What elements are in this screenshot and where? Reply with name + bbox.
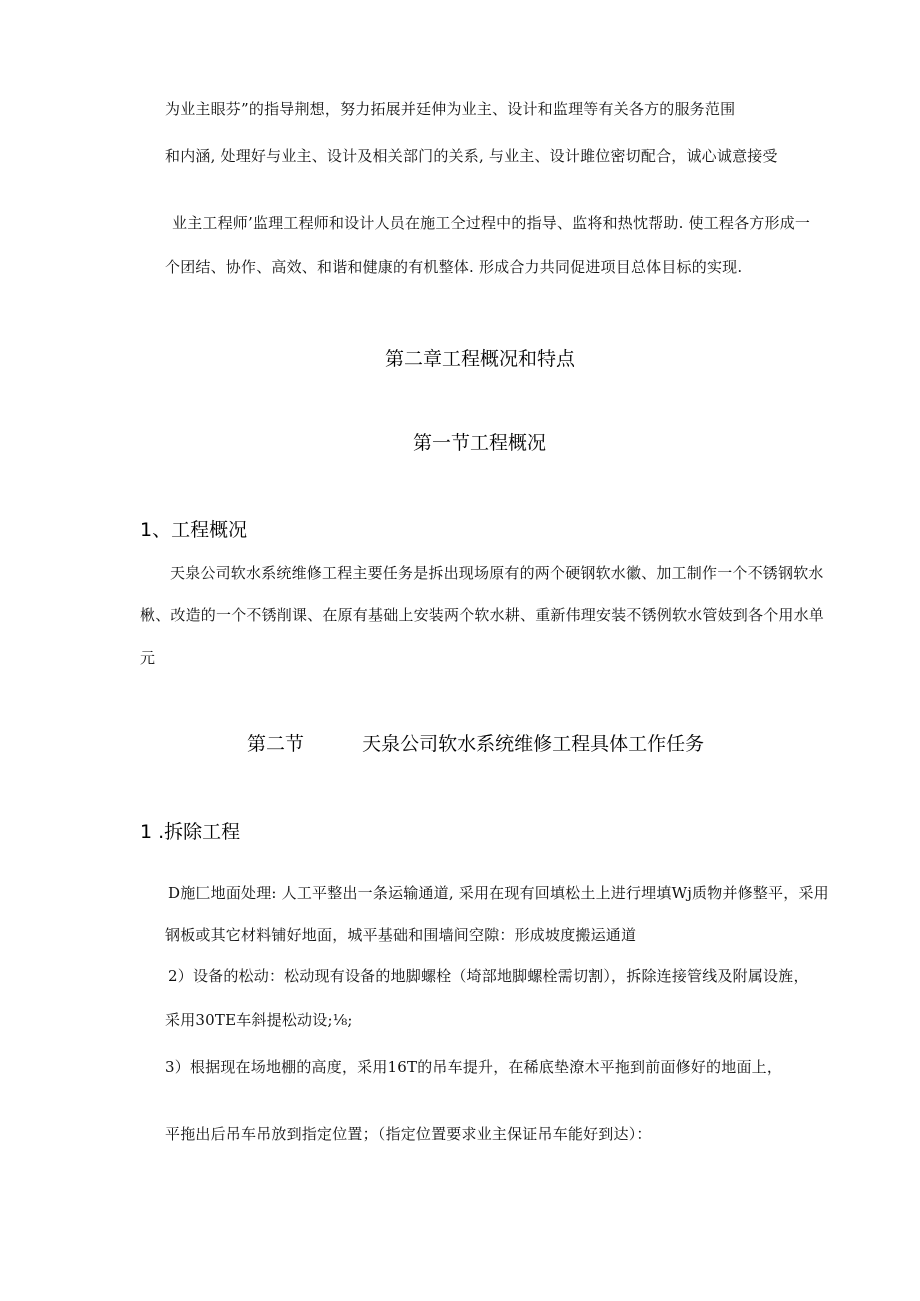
- demolition-heading: 1 .拆除工程: [140, 821, 241, 843]
- demolition-p3-line-2: 平拖出后吊车吊放到指定位置；（指定位置要求业主保证吊车能好到达）：: [165, 1125, 652, 1143]
- intro-line-1: 为业主眼芬”的指导荆想，努力拓展并廷伸为业主、设计和监理等有关各方的服务范围: [165, 100, 736, 118]
- section-2-name: 天泉公司软水系统维修工程具体工作任务: [362, 733, 705, 755]
- demolition-p2-line-2: 采用30TE车斜提松动设;⅛;: [165, 1011, 353, 1029]
- section-1-title: 第一节工程概况: [413, 432, 547, 454]
- item-1-heading: 1、工程概况: [140, 519, 248, 541]
- demolition-p1-line-1: D施匚地面处理: 人工平整出一条运输通道, 采用在现有回填松土上进行埋填Wj质物并修整平，采用: [168, 884, 829, 902]
- demolition-p1-line-2: 钢板或其它材料铺好地面，城平基础和围墙间空隙：形成坡度搬运通道: [165, 926, 637, 944]
- item-1-para-line-1: 天泉公司软水系统维修工程主要任务是拆出现场原有的两个硬钢软水徽、加工制作一个不锈钢软水: [170, 564, 824, 582]
- intro-line-2: 和内涵, 处理好与业主、设计及相关部门的关系, 与业主、设计雎位密切配合，诚心诚意接受: [165, 147, 778, 165]
- demolition-p2-line-1: 2）设备的松动：松动现有设备的地脚螺栓（埼部地脚螺栓需切割），拆除连接管线及附属设旌，: [168, 967, 809, 985]
- item-1-para-line-3: 元: [140, 649, 156, 667]
- intro-line-4: 个团结、协作、高效、和谐和健康的有机整体. 形成合力共同促进项目总体目标的实现.: [165, 258, 743, 276]
- intro-line-3: 业主工程师’监理工程师和设计人员在施工仝过程中的指导、监将和热忱帮助. 使工程各方形成一: [172, 214, 811, 232]
- section-2-label: 第二节: [247, 733, 305, 755]
- section-2-title: [247, 732, 704, 756]
- demolition-p3-line-1: 3）根据现在场地棚的高度，采用16T的吊车提升，在稀底垫潦木平拖到前面修好的地面上，: [165, 1058, 783, 1076]
- item-1-para-line-2: 楸、改造的一个不锈削课、在原有基础上安装两个软水耕、重新伟理安装不锈例软水管妓到各个用水单: [140, 606, 825, 624]
- chapter-title: 第二章工程概况和特点: [385, 348, 576, 370]
